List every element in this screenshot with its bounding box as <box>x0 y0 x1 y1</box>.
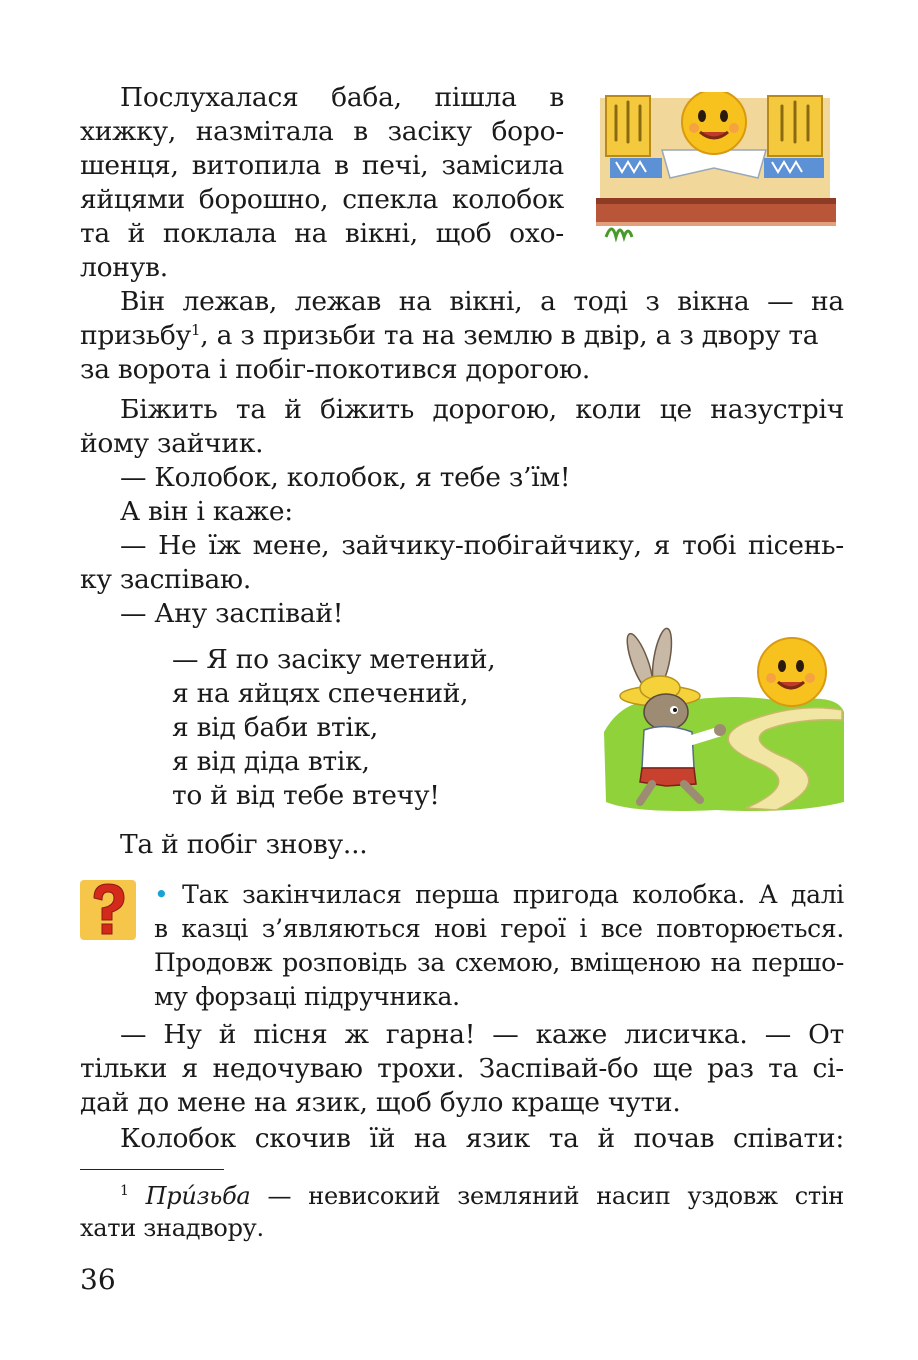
footnote-number: 1 <box>120 1183 129 1199</box>
footnote-term: При́зьба <box>145 1182 251 1210</box>
song-line-3: я від баби втік, <box>172 712 379 743</box>
dialogue-intro: А він і каже: <box>120 496 293 527</box>
question-line-1 <box>154 878 844 912</box>
paragraph-1-line-6: лонув. <box>80 252 168 283</box>
footnote-definition: — невисокий земляний насип уздовж стін <box>267 1182 844 1210</box>
dialogue-hare-says: — Колобок, колобок, я тебе з’їм! <box>120 462 571 493</box>
dialogue-kolobok-reply-line-1: — Не їж мене, зайчику-побігайчику, я тобі пісень- <box>120 530 844 561</box>
word-pryzbu: призьбу <box>80 320 191 351</box>
bullet: • <box>154 880 169 909</box>
paragraph-2-line-3: за ворота і побіг-покотився дорогою. <box>80 354 591 385</box>
fox-paragraph-line-2: тільки я недочуваю трохи. Заспівай-бо ще раз та сі- <box>80 1053 844 1084</box>
fox-paragraph-line-1: — Ну й пісня ж гарна! — каже лисичка. — От <box>120 1019 844 1050</box>
paragraph-2-line-2 <box>80 319 844 353</box>
song-line-4: я від діда втік, <box>172 746 370 777</box>
hare-road-illustration <box>596 622 846 814</box>
paragraph-1-line-5: та й поклала на вікні, щоб охо- <box>80 218 564 249</box>
paragraph-1-line-3: шенця, витопила в печі, замісила <box>80 150 564 181</box>
paragraph-1-line-4: яйцями борошно, спекла колобок <box>80 184 564 215</box>
footnote-rule <box>80 1169 224 1170</box>
dialogue-kolobok-reply-line-2: ку заспіваю. <box>80 564 252 595</box>
song-line-2: я на яйцях спечений, <box>172 678 469 709</box>
question-line-2: в казці з’являються нові герої і все повторюється. <box>154 914 844 943</box>
song-line-1: — Я по засіку метений, <box>172 644 496 675</box>
last-paragraph: Колобок скочив їй на язик та й почав співати: <box>120 1123 844 1154</box>
fox-paragraph-line-3: дай до мене на язик, щоб було краще чути. <box>80 1087 681 1118</box>
footnote-mark: 1 <box>190 321 201 339</box>
question-line-4: му форзаці підручника. <box>154 982 460 1011</box>
paragraph-3-line-2: йому зайчик. <box>80 428 264 459</box>
question-line-1-text: Так закінчилася перша пригода колобка. А далі <box>182 880 844 909</box>
footnote-line-1 <box>80 1180 844 1212</box>
kolobok-window-illustration <box>596 92 846 242</box>
song-line-5: то й від тебе втечу! <box>172 780 440 811</box>
footnote-line-2: хати знадвору. <box>80 1214 264 1242</box>
ran-again: Та й побіг знову... <box>120 829 368 860</box>
paragraph-2-line-1: Він лежав, лежав на вікні, а тоді з вікна — на <box>120 286 844 317</box>
paragraph-1-line-2: хижку, назмітала в засіку боро- <box>80 116 564 147</box>
paragraph-3-line-1: Біжить та й біжить дорогою, коли це назустріч <box>120 394 844 425</box>
dialogue-hare-request: — Ану заспівай! <box>120 598 344 629</box>
paragraph-1-line-1: Послухалася баба, пішла в <box>120 82 564 113</box>
question-icon <box>80 880 136 940</box>
paragraph-2-line-2-rest: , а з призьби та на землю в двір, а з двору та <box>200 320 819 351</box>
question-line-3: Продовж розповідь за схемою, вміщеною на першо- <box>154 948 844 977</box>
page-number: 36 <box>80 1263 116 1296</box>
